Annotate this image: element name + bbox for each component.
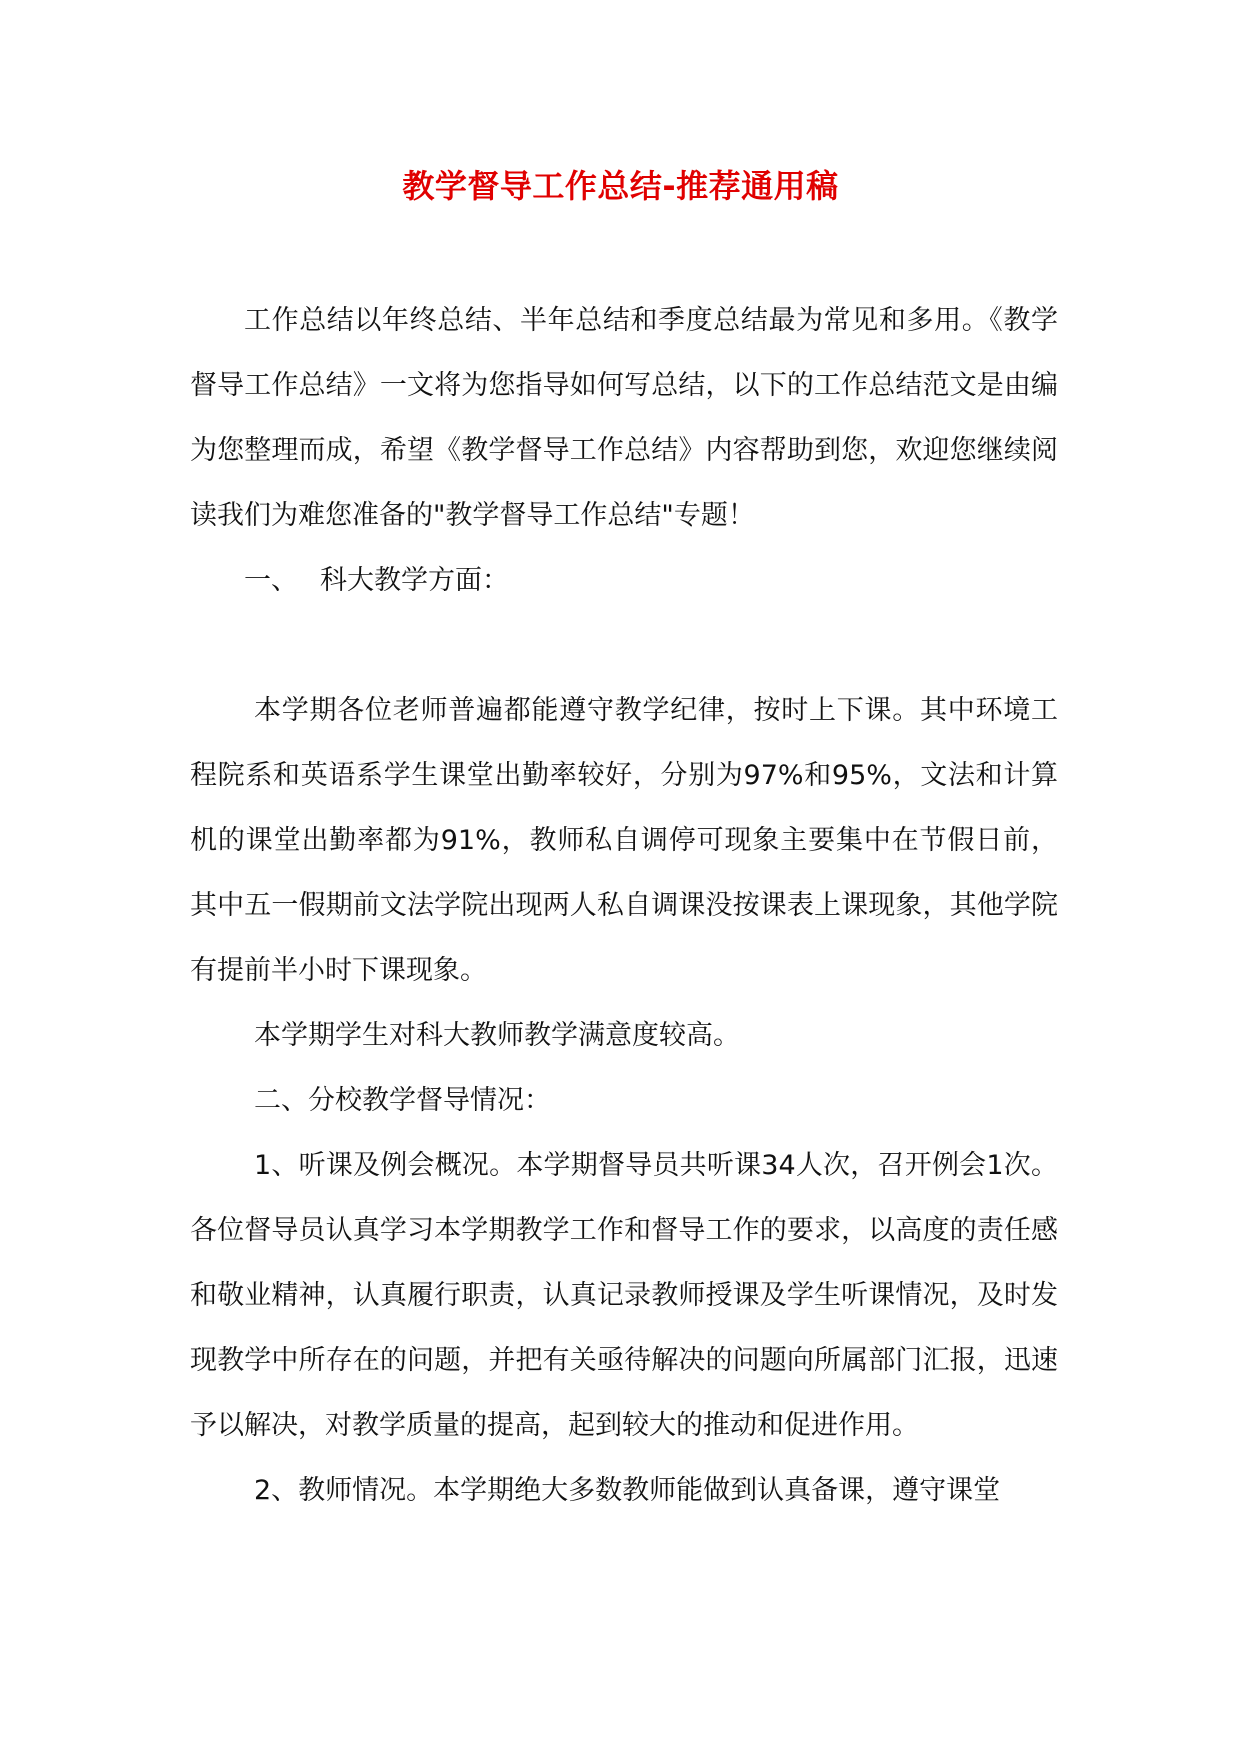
intro-paragraph: 工作总结以年终总结、半年总结和季度总结最为常见和多用。《教学督导工作总结》一文将为您指导如何写总结，以下的工作总结范文是由编为您整理而成，希望《教学督导工作总结》内容帮助到您，欢迎您继续阅读我们为难您准备的"教学督导工作总结"专题！ xyxy=(190,305,1058,531)
body-paragraph: 本学期学生对科大教师教学满意度较高。 xyxy=(254,1020,740,1051)
numbered-paragraph: 2、教师情况。本学期绝大多数教师能做到认真备课，遵守课堂 xyxy=(254,1475,1001,1506)
document-body xyxy=(190,288,1058,1523)
spacer xyxy=(190,613,1058,678)
section-heading-1 xyxy=(190,548,1058,613)
section-title: 科大教学方面： xyxy=(320,565,509,596)
numbered-paragraph: 1、听课及例会概况。本学期督导员共听课34人次，召开例会1次。各位督导员认真学习本学期教学工作和督导工作的要求，以高度的责任感和敬业精神，认真履行职责，认真记录教师授课及学生听课情况，及时发现教学中所存在的问题，并把有关亟待解决的问题向所属部门汇报，迅速予以解决，对教学质量的提高，起到较大的推动和促进作用。 xyxy=(190,1150,1058,1441)
section-heading-2: 二、分校教学督导情况： xyxy=(254,1085,551,1116)
section-number: 一、 xyxy=(244,565,298,596)
document-title: 教学督导工作总结-推荐通用稿 xyxy=(402,167,839,205)
body-paragraph: 本学期各位老师普遍都能遵守教学纪律，按时上下课。其中环境工程院系和英语系学生课堂出勤率较好，分别为97%和95%，文法和计算机的课堂出勤率都为91%，教师私自调停可现象主要集中在节假日前，其中五一假期前文法学院出现两人私自调课没按课表上课现象，其他学院有提前半小时下课现象。 xyxy=(190,695,1058,986)
